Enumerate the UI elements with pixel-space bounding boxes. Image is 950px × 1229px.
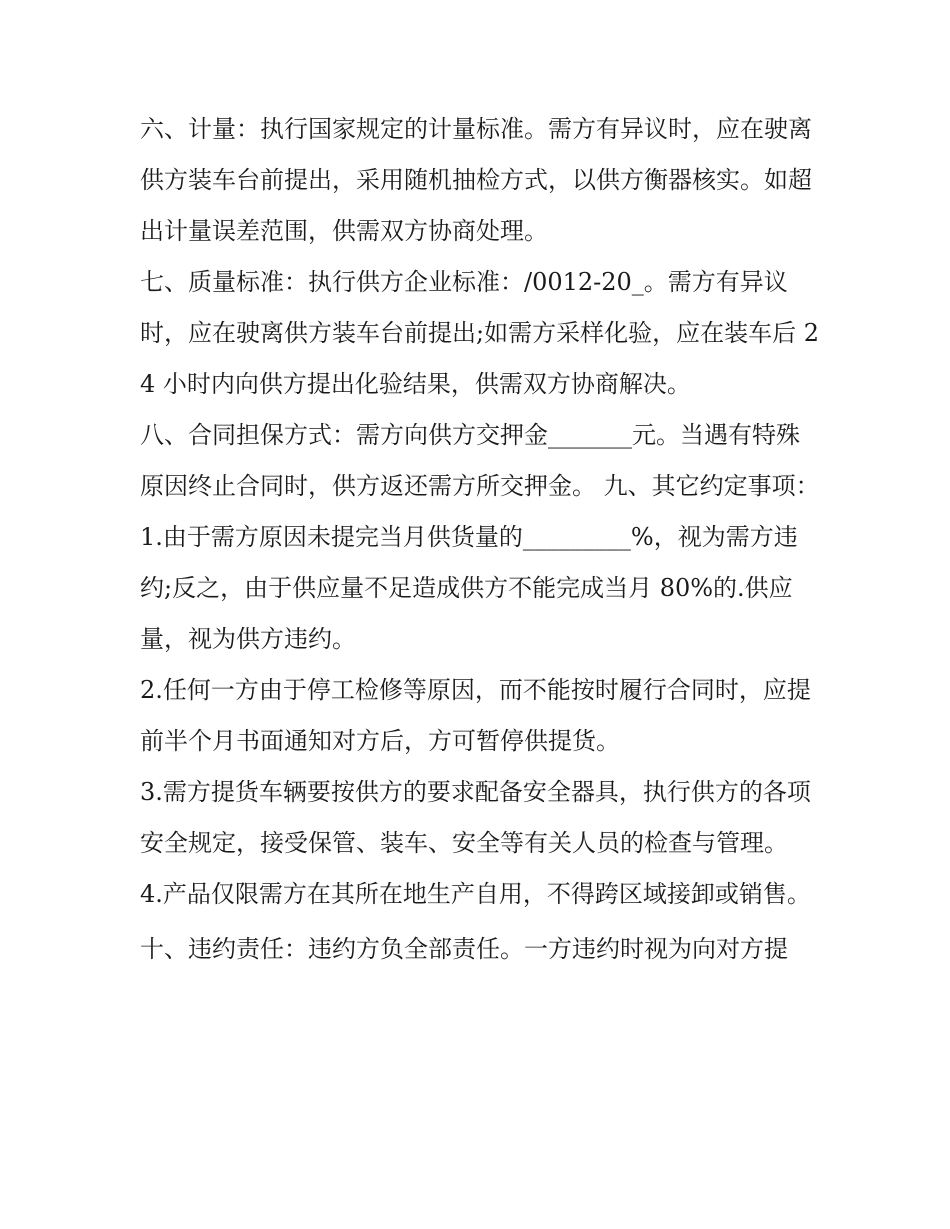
document-body bbox=[140, 104, 820, 975]
term-4-self-use-only: 4.产品仅限需方在其所在地生产自用，不得跨区域接卸或销售。 bbox=[140, 880, 811, 908]
clause-8-guarantee-and-9-other-terms: 八、合同担保方式：需方向供方交押金_______元。当遇有特殊原因终止合同时，供方返还需方所交押金。 九、其它约定事项： bbox=[140, 421, 820, 500]
term-3-safety-requirements: 3.需方提货车辆要按供方的要求配备安全器具，执行供方的各项安全规定，接受保管、装车、安全等有关人员的检查与管理。 bbox=[140, 778, 811, 857]
term-2-maintenance-notice: 2.任何一方由于停工检修等原因，而不能按时履行合同时，应提前半个月书面通知对方后，方可暂停供提货。 bbox=[140, 676, 811, 755]
term-1-supply-quantity: 1.由于需方原因未提完当月供货量的_________%，视为需方违约;反之，由于供应量不足造成供方不能完成当月 80%的.供应量，视为供方违约。 bbox=[140, 523, 798, 653]
clause-10-liability: 十、违约责任：违约方负全部责任。一方违约时视为向对方提 bbox=[140, 935, 788, 963]
clause-7-quality-standard: 七、质量标准：执行供方企业标准：/0012-20_。需方有异议时，应在驶离供方装车台前提出;如需方采样化验，应在装车后 24 小时内向供方提出化验结果，供需双方协商解决。 bbox=[140, 268, 819, 398]
clause-6-measurement: 六、计量：执行国家规定的计量标准。需方有异议时，应在驶离供方装车台前提出，采用随机抽检方式，以供方衡器核实。如超出计量误差范围，供需双方协商处理。 bbox=[140, 115, 812, 245]
